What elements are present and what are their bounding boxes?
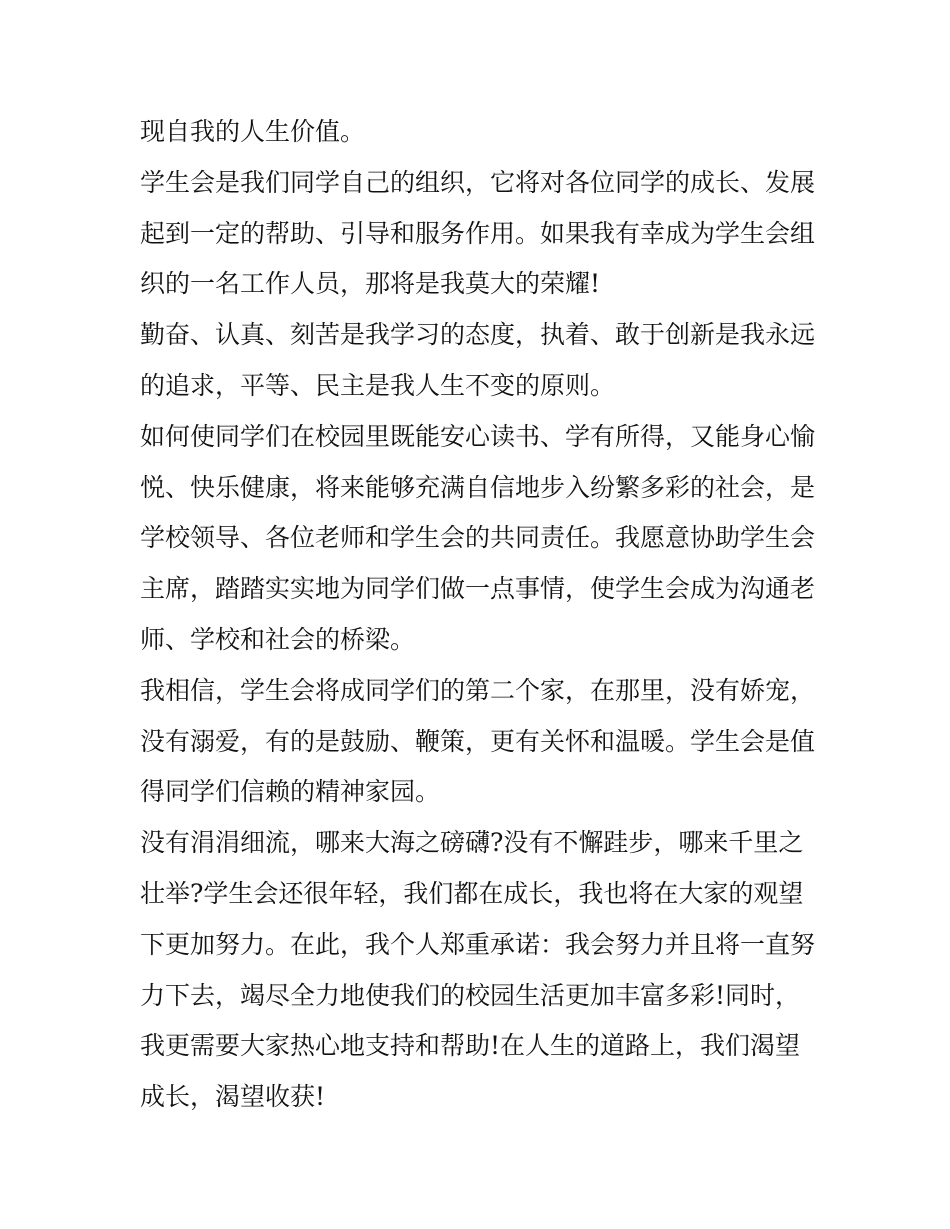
text-line: 没有涓涓细流，哪来大海之磅礴?没有不懈跬步，哪来千里之 (140, 828, 804, 858)
text-line: 下更加努力。在此，我个人郑重承诺：我会努力并且将一直努 (140, 929, 816, 959)
text-line: 得同学们信赖的精神家园。 (140, 777, 441, 807)
text-line: 没有溺爱，有的是鼓励、鞭策，更有关怀和温暖。学生会是值 (140, 726, 816, 756)
text-line: 学校领导、各位老师和学生会的共同责任。我愿意协助学生会 (140, 523, 816, 553)
text-line: 我相信，学生会将成同学们的第二个家，在那里，没有娇宠， (140, 675, 816, 705)
text-line: 成长，渴望收获! (140, 1082, 326, 1112)
text-line: 师、学校和社会的桥梁。 (140, 624, 416, 654)
text-line: 织的一名工作人员，那将是我莫大的荣耀! (140, 269, 601, 299)
text-line: 勤奋、认真、刻苦是我学习的态度，执着、敢于创新是我永远 (140, 320, 816, 350)
text-line: 学生会是我们同学自己的组织，它将对各位同学的成长、发展 (140, 167, 816, 197)
text-line: 的追求，平等、民主是我人生不变的原则。 (140, 370, 616, 400)
text-line: 现自我的人生价值。 (140, 117, 366, 146)
text-line: 壮举?学生会还很年轻，我们都在成长，我也将在大家的观望 (140, 878, 804, 908)
text-line: 我更需要大家热心地支持和帮助!在人生的道路上，我们渴望 (140, 1031, 801, 1061)
text-line: 主席，踏踏实实地为同学们做一点事情，使学生会成为沟通老 (140, 574, 816, 604)
text-line: 力下去，竭尽全力地使我们的校园生活更加丰富多彩!同时， (140, 980, 801, 1010)
document-body (140, 107, 820, 1123)
text-line: 如何使同学们在校园里既能安心读书、学有所得，又能身心愉 (140, 421, 816, 451)
text-line: 起到一定的帮助、引导和服务作用。如果我有幸成为学生会组 (140, 218, 816, 248)
text-line: 悦、快乐健康，将来能够充满自信地步入纷繁多彩的社会，是 (140, 472, 816, 502)
